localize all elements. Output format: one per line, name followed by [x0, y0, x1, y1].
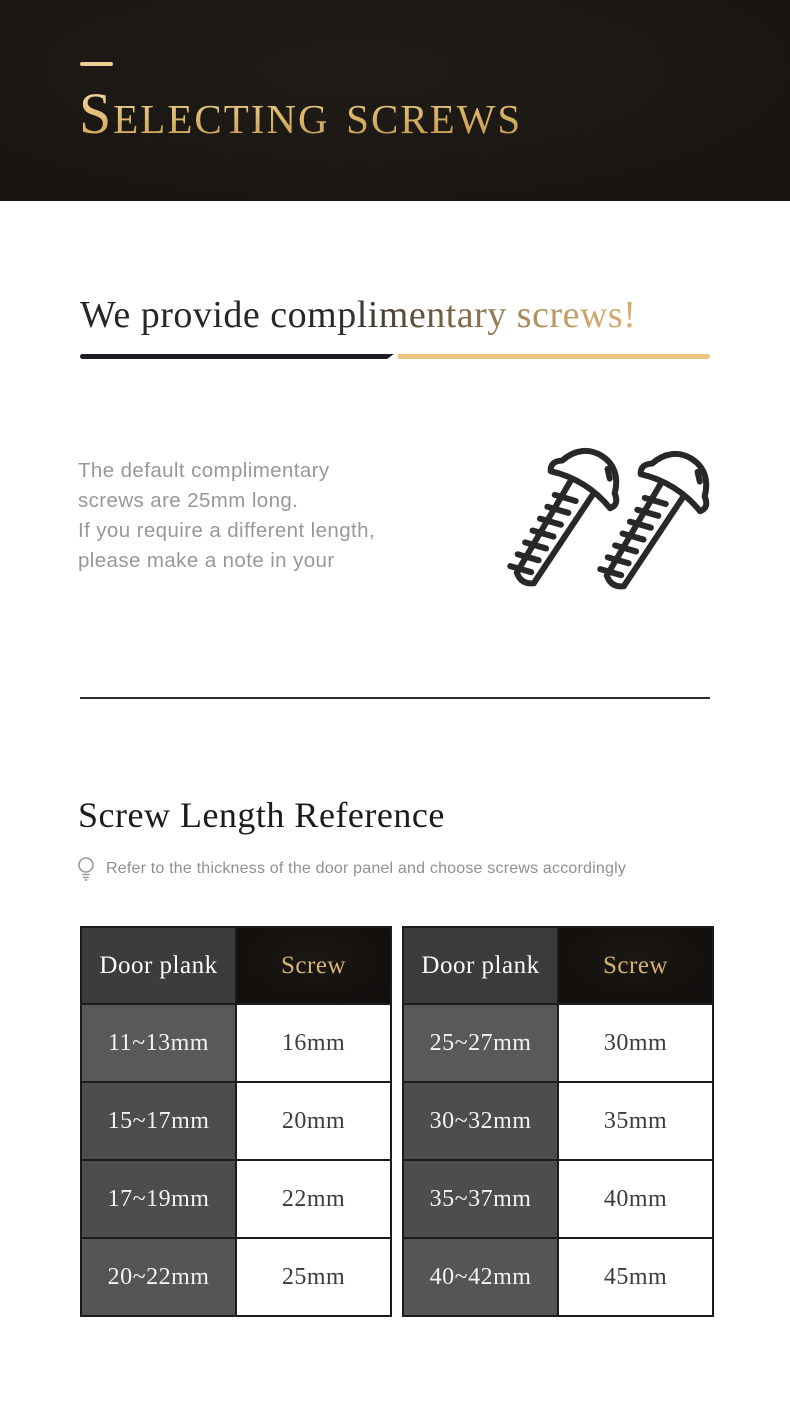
note-line: please make a note in your	[78, 549, 335, 572]
door-plank-cell: 17~19mm	[81, 1160, 236, 1238]
reference-section-title: Screw Length Reference	[78, 795, 445, 835]
door-plank-cell: 35~37mm	[403, 1160, 558, 1238]
screw-length-cell: 22mm	[236, 1160, 391, 1238]
screw-length-table-left	[80, 926, 392, 1317]
door-plank-cell: 30~32mm	[403, 1082, 558, 1160]
door-plank-cell: 40~42mm	[403, 1238, 558, 1316]
screw-length-cell: 25mm	[236, 1238, 391, 1316]
reference-tip-text: Refer to the thickness of the door panel and choose screws accordingly	[106, 860, 627, 877]
note-line: screws are 25mm long.	[78, 489, 299, 512]
reference-tip	[76, 856, 626, 882]
note-line: The default complimentary	[78, 459, 330, 482]
screw-length-cell: 40mm	[558, 1160, 713, 1238]
screw-length-cell: 45mm	[558, 1238, 713, 1316]
table-row	[403, 1238, 713, 1316]
banner-title: Selecting screws	[79, 81, 523, 146]
complimentary-screws-note	[78, 456, 375, 576]
table-row	[81, 1160, 391, 1238]
table-row	[81, 1238, 391, 1316]
screws-illustration-icon	[476, 438, 731, 610]
underline-dark-segment	[80, 354, 394, 359]
door-plank-cell: 20~22mm	[81, 1238, 236, 1316]
lightbulb-icon	[76, 856, 96, 882]
banner-section	[0, 0, 790, 201]
door-plank-column-header: Door plank	[81, 927, 236, 1004]
table-header-row	[81, 927, 391, 1004]
door-plank-cell: 11~13mm	[81, 1004, 236, 1082]
promo-heading: We provide complimentary screws!	[80, 294, 637, 336]
table-row	[403, 1004, 713, 1082]
screw-length-cell: 20mm	[236, 1082, 391, 1160]
table-row	[81, 1004, 391, 1082]
table-row	[403, 1160, 713, 1238]
screw-length-cell: 35mm	[558, 1082, 713, 1160]
screw-column-header: Screw	[558, 927, 713, 1004]
door-plank-cell: 15~17mm	[81, 1082, 236, 1160]
section-divider	[80, 697, 710, 699]
underline-gold-segment	[398, 354, 710, 359]
gold-dash-accent	[80, 62, 113, 66]
table-row	[81, 1082, 391, 1160]
note-line: If you require a different length,	[78, 519, 375, 542]
door-plank-cell: 25~27mm	[403, 1004, 558, 1082]
table-row	[403, 1082, 713, 1160]
door-plank-column-header: Door plank	[403, 927, 558, 1004]
promo-underline	[80, 354, 710, 359]
screw-length-table-right	[402, 926, 714, 1317]
screw-length-cell: 30mm	[558, 1004, 713, 1082]
screw-length-cell: 16mm	[236, 1004, 391, 1082]
screw-column-header: Screw	[236, 927, 391, 1004]
table-header-row	[403, 927, 713, 1004]
